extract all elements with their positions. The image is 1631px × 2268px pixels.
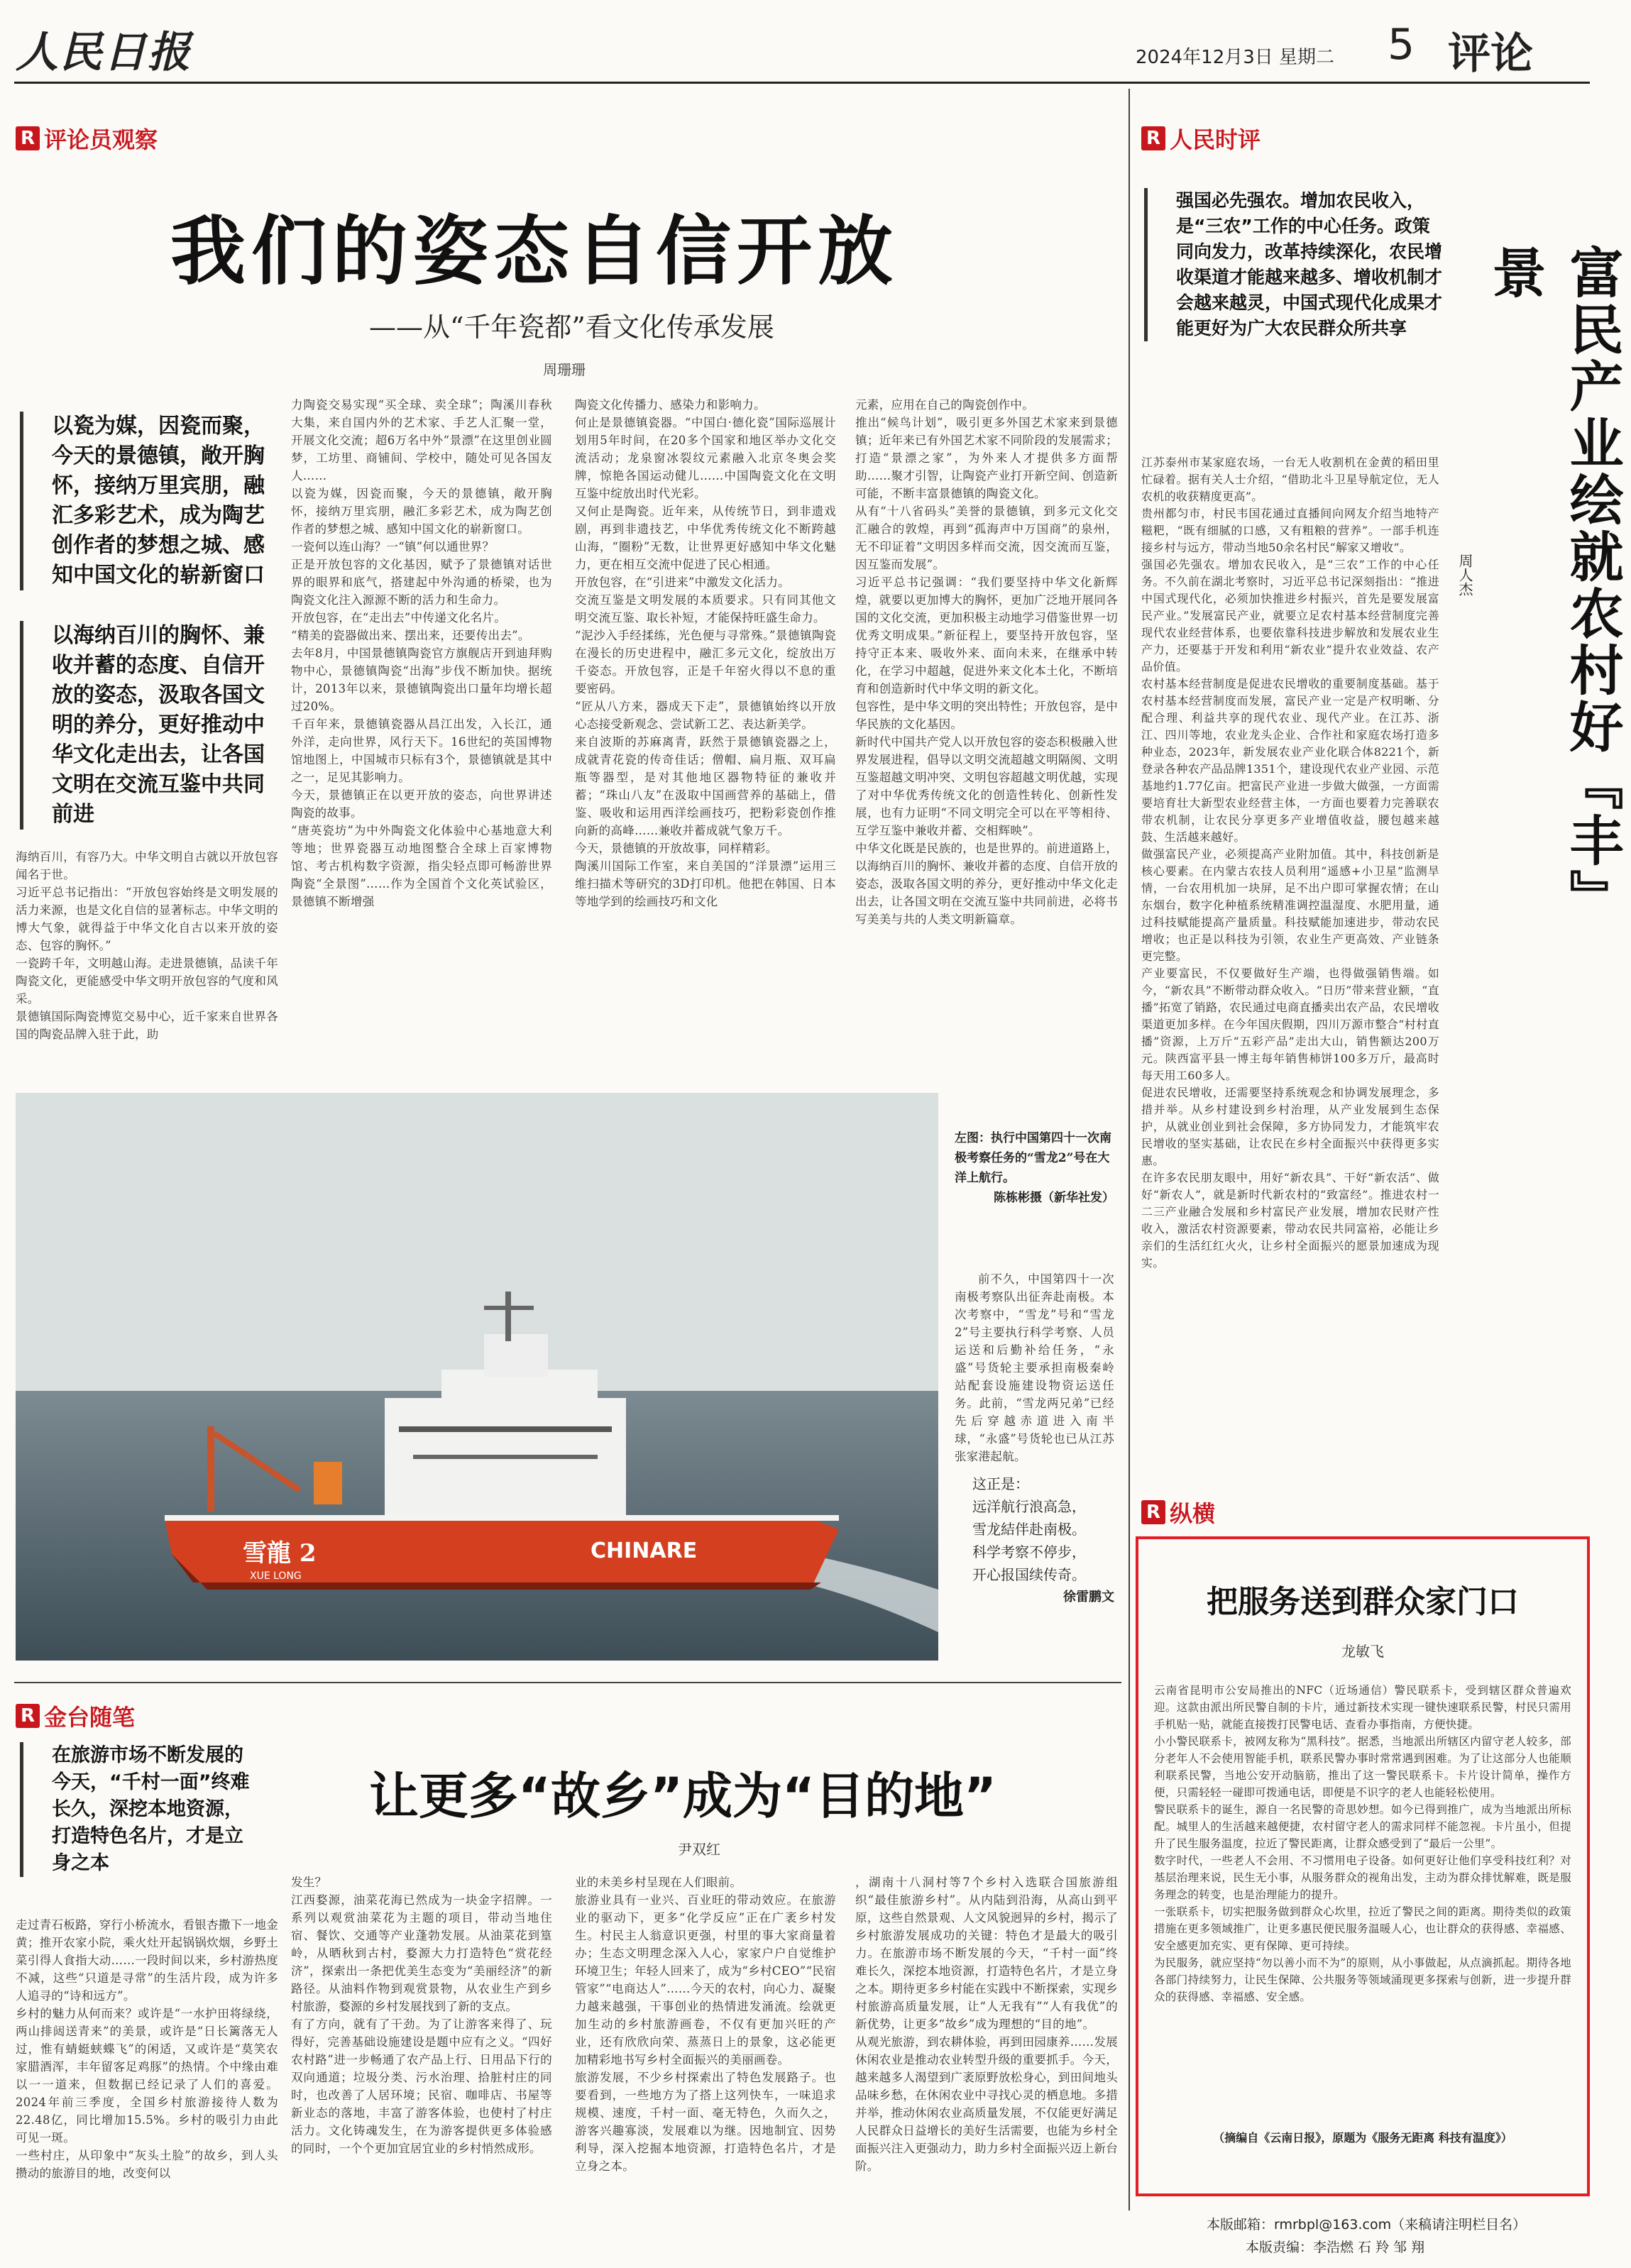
article-column-4 [855,396,1118,1084]
pull-quote-text: 在旅游市场不断发展的今天，“千村一面”终难长久，深挖本地资源，打造特色名片，才是立身之本 [52,1744,250,1874]
article-column-3 [575,1873,836,2207]
footer-email: 本版邮箱：rmrbpl@163.com（来稿请注明栏目名） [1207,2217,1527,2233]
icebreaker-illustration [16,1093,938,1661]
article-column-1 [16,1916,278,2207]
ship-photo [16,1093,938,1661]
caption-text: 左图：执行中国第四十一次南极考察任务的“雪龙2”号在大洋上航行。 [955,1131,1111,1185]
section-rule [14,1682,1121,1683]
column-text: 元素，应用在自己的陶瓷创作中。 推出“候鸟计划”，吸引更多外国艺术家来到景德镇；近年来已有外国艺术家不同阶段的发展需求；打造“景漂之家”，为外来人才提供多方面帮助……聚才引智，让陶瓷产业打开新空间、创造新可能，不断丰富景德镇的陶瓷文化。 从有“十八省码头”美誉的景德镇，到多元文化交汇融合的敦煌，再到“孤海声中万国商”的泉州，无不印证着“文明因多样而交流，因交流而互鉴，因互鉴而发展”。 习近平总书记强调：“我们要坚持中华文化新辉煌，就要以更加博大的胸怀，更加广泛地开展同各国的文化交流，更加积极主动地学习借鉴世界一切优秀文明成果。”新征程上，要坚持开放包容，坚持守正本来、吸收外来、面向未来，在继承中转化，在学习中超越，促进外来文化本土化，不断培育和创造新时代中华文明的新文化。 包容性，是中华文明的突出特性；开放包容，是中华民族的文化基因。 新时代中国共产党人以开放包容的姿态积极融入世界发展进程，倡导以文明交流超越文明隔阂、文明互鉴超越文明冲突、文明包容超越文明优越，实现了对中华优秀传统文化的创造性转化、创新性发展，也有力证明“不同文明完全可以在平等相待、互学互鉴中兼收并蓄、交相辉映”。 中华文化既是民族的，也是世界的。前进道路上，以海纳百川的胸怀、兼收并蓄的态度、自信开放的姿态，汲取各国文明的养分，更好推动中华文化走出去，让各国文明在交流互鉴中共同前进，必将书写美美与共的人类文明新篇章。 [855,398,1118,926]
article-byline: 周珊珊 [543,361,586,378]
section-r-icon: R [16,1704,40,1728]
ship-name-chinese: 雪龍 2 [243,1539,317,1568]
article-headline: 我们的姿态自信开放 [170,208,899,295]
article-byline: 尹双红 [678,1841,720,1858]
article-column-2 [291,396,552,1084]
article-column-2 [291,1873,552,2207]
section-tag-people-commentary [1141,122,1261,155]
vertical-headline: 富民产业绘就农村好『丰』景 [1483,245,1624,926]
column-text: 发生？ 江西婺源，油菜花海已然成为一块金字招牌。一系列以观赏油菜花为主题的项目，带动当地住宿、餐饮、交通等产业蓬勃发展。从油菜花到篁岭，从晒秋到古村，婺源大力打造特色“赏花经济”，探索出一条把优美生态变为“美丽经济”的新路径。从油料作物到观赏景物，从农业生产到乡村旅游，婺源的乡村发展找到了新的支点。 有了方向，就有了干劲。为了让游客来得了、玩得好，完善基础设施建设是题中应有之义。“四好农村路”进一步畅通了农产品上行、日用品下行的双向通道；垃圾分类、污水治理、拾脏村庄的同时，也改善了人居环境；民宿、咖啡店、书屋等新业态的落地，丰富了游客体验，也使村了村庄活力。文化铸魂发生，在为游客提供更多体验感的同时，一个个更加宜居宜业的乡村悄然成形。 [291,1876,552,2155]
section-tag-jintai [16,1700,135,1732]
pull-quote [20,412,275,590]
box-body [1154,1682,1571,2122]
article-column-4 [855,1873,1118,2207]
issue-date: 2024年12月3日 星期二 [1136,47,1335,68]
section-label: 人民时评 [1170,126,1261,153]
pull-quote-text: 以海纳百川的胸怀、兼收并蓄的态度、自信开放的姿态，汲取各国文明的养分，更好推动中华文化走出去，让各国文明在交流互鉴中共同前进 [52,623,265,827]
newspaper-logo: 人民日报 [16,28,192,77]
commentary-body [1141,454,1439,1462]
section-r-icon: R [1141,126,1165,150]
box-text: 云南省昆明市公安局推出的NFC（近场通信）警民联系卡，受到辖区群众普遍欢迎。这款由派出所民警自制的卡片，通过新技术实现一键快速联系民警，村民只需用手机贴一贴，就能直接拨打民警电话、查看办事指南，方便快捷。 小小警民联系卡，被网友称为“黑科技”。据悉，当地派出所辖区内留守老人较多，部分老年人不会使用智能手机，联系民警办事时常常遇到困难。为了让这部分人也能顺利联系民警，当地公安开动脑筋，推出了这一警民联系卡。卡片设计简单，操作方便，只需轻轻一碰即可拨通电话，即便是不识字的老人也能轻松使用。 警民联系卡的诞生，源自一名民警的奇思妙想。如今已得到推广，成为当地派出所标配。城里人的生活越来越便捷，农村留守老人的需求同样不能忽视。卡片虽小，但提升了民生服务温度，拉近了警民距离，让群众感受到了“最后一公里”。 数字时代，一些老人不会用、不习惯用电子设备。如何更好让他们享受科技红利？对基层治理来说，民生无小事，从服务群众的视角出发，主动为群众排忧解难，既是服务理念的转变，也是治理能力的提升。 一张联系卡，切实把服务做到群众心坎里，拉近了警民之间的距离。期待类似的政策措施在更多领域推广，让更多惠民便民服务温暖人心，也让群众的获得感、幸福感、安全感更加充实、更有保障、更可持续。 为民服务，就应坚持“勿以善小而不为”的原则，从小事做起，从点滴抓起。期待各地各部门持续努力，让民生保障、公共服务等领域涌现更多探索与创新，进一步提升群众的获得感、幸福感、安全感。 [1154,1684,1571,2003]
article-column-3 [575,396,836,1084]
hull-text: CHINARE [591,1538,698,1563]
column-text: 走过青石板路，穿行小桥流水，看银杏撒下一地金黄；推开农家小院，乘火灶开起锅锅炊烟，乡野土菜引得人食指大动……一段时间以来，乡村游热度不减，这些“只道是寻常”的生活片段，成为许多人追寻的“诗和远方”。 乡村的魅力从何而来？或许是“一水护田将绿绕，两山排闼送青来”的美景，或许是“日长篱落无人过，惟有蜻蜓蛱蝶飞”的闲适，又或许是“莫笑农家腊酒浑，丰年留客足鸡豚”的热情。个中缘由难以一一道来，但数据已经记录了人们的喜爱。2024年前三季度，全国乡村旅游接待人数为22.48亿，同比增加15.5%。乡村的吸引力由此可见一斑。 一些村庄，从印象中“灰头土脸”的故乡，到人头攒动的旅游目的地，改变何以 [16,1918,278,2180]
article-column-1 [16,848,278,1082]
photo-caption [955,1128,1114,1208]
poem-line: 远洋航行浪高急， [972,1498,1086,1515]
page-name: 评论 [1448,29,1533,79]
photo-news-text [955,1270,1114,1465]
poem-intro: 这正是： [972,1475,1029,1492]
section-r-icon: R [16,126,40,150]
box-byline: 龙敏飞 [1341,1643,1384,1660]
article-subtitle: ——从“千年瓷都”看文化传承发展 [369,312,774,343]
ship-name-latin: XUE LONG [250,1570,302,1582]
column-text: 业的未美乡村呈现在人们眼前。 旅游业具有一业兴、百业旺的带动效应。在旅游业的驱动下，更多“化学反应”正在广袤乡村发生。村民主人翁意识更强，村里的事大家商量着办；生态文明理念深入人心，家家户户自觉维护环境卫生；年轻人回来了，成为“乡村CEO”“民宿管家”“电商达人”……今天的农村，向心力、凝聚力越来越强，干事创业的热情进发涌流。绘就更加生动的乡村旅游画卷，不仅有更加兴旺的产业，还有欣欣向荣、蒸蒸日上的景象，这必能更加精彩地书写乡村全面振兴的美丽画卷。 旅游发展，不少乡村探索出了特色发展路子。也要看到，一些地方为了搭上这列快车，一味追求规模、速度，千村一面、毫无特色，久而久之，游客兴趣寡淡，发展难以为继。因地制宜、因势利导，深入挖掘本地资源，打造特色名片，才是立身之本。 [575,1876,836,2173]
news-paragraph: 前不久，中国第四十一次南极考察队出征奔赴南极。本次考察中，“雪龙”号和“雪龙2”号主要执行科学考察、人员运送和后勤补给任务，“永盛”号货轮主要承担南极秦岭站配套设施建设物资运送任务。此前，“雪龙两兄弟”已经先后穿越赤道进入南半球，“永盛”号货轮也已从江苏张家港起航。 [955,1272,1114,1463]
column-text: 力陶瓷交易实现“买全球、卖全球”；陶溪川春秋大集，来自国内外的艺术家、手艺人汇聚一堂，开展文化交流；超6万名中外“景漂”在这里创业圆梦，工坊里、商铺间、学校中，随处可见各国友人…… 以瓷为媒，因瓷而聚，今天的景德镇，敞开胸怀，接纳万里宾朋，融汇多彩艺术，成为陶艺创作者的梦想之城、感知中国文化的崭新窗口。 一瓷何以连山海？一“镇”何以通世界？ 正是开放包容的文化基因，赋予了景德镇对话世界的眼界和底气，搭建起中外沟通的桥梁，也为陶瓷文化注入源源不断的活力和生命力。 开放包容，在“走出去”中传递文化名片。 “精美的瓷器做出来、摆出来，还要传出去”。 去年8月，中国景德镇陶瓷官方旗舰店开到迪拜购物中心，景德镇陶瓷“出海”步伐不断加快。据统计，2013年以来，景德镇陶瓷出口量年均增长超过20%。 千百年来，景德镇瓷器从昌江出发，入长江，通外洋，走向世界，风行天下。16世纪的英国博物馆地图上，中国城市只标有3个，景德镇就是其中之一，足见其影响力。 今天，景德镇正在以更开放的姿态，向世界讲述陶瓷的故事。 “唐英瓷坊”为中外陶瓷文化体验中心基地意大利等地；世界瓷器互动地图整合全球上百家博物馆、考古机构数字资源，指尖轻点即可畅游世界陶瓷“全景图”……作为全国首个文化英试验区，景德镇不断增强 [291,398,552,908]
poem-line: 科学考察不停步， [972,1543,1086,1560]
section-label: 金台随笔 [44,1704,136,1731]
masthead-rule [14,82,1590,84]
column-text: 海纳百川，有容乃大。中华文明自古就以开放包容闻名于世。 习近平总书记指出：“开放包容始终是文明发展的活力来源，也是文化自信的显著标志。中华文明的博大气象，就得益于中华文化自古以来开放的姿态、包容的胸怀。” 一瓷跨千年，文明越山海。走进景德镇，品读千年陶瓷文化，更能感受中华文明开放包容的气度和风采。 景德镇国际陶瓷博览交易中心，近千家来自世界各国的陶瓷品牌入驻于此，助 [16,850,278,1041]
caption-credit: 陈栋彬摄（新华社发） [994,1191,1114,1205]
section-label: 纵横 [1170,1500,1216,1527]
section-tag-commentator [16,122,158,155]
article-headline: 让更多“故乡”成为“目的地” [369,1767,997,1825]
footer-editors: 本版责编：李浩燃 石 羚 邹 翔 [1246,2240,1425,2255]
page-number: 5 [1388,20,1415,70]
box-source: （摘编自《云南日报》，原题为《服务无距离 科技有温度》） [1213,2131,1512,2145]
highlight-box [1136,1536,1590,2196]
poem-author: 徐雷鹏文 [1063,1590,1114,1604]
box-headline: 把服务送到群众家门口 [1207,1584,1519,1620]
column-divider [1128,89,1130,2211]
commentary-author: 周人杰 [1456,554,1473,596]
poem-block [972,1472,1114,1609]
poem-line: 雪龙結伴赴南极。 [972,1521,1086,1538]
commentary-text: 江苏泰州市某家庭农场，一台无人收割机在金黄的稻田里忙碌着。据有关人士介绍，“借助北斗卫星导航定位，无人农机的收获精度更高”。 贵州都匀市，村民韦国花通过直播间向网友介绍当地特产糍粑，“既有细腻的口感，又有粗粮的营养”。一部手机连接乡村与远方，带动当地50余名村民“解家又增收”。 强国必先强农。增加农民收入，是“三农”工作的中心任务。不久前在湖北考察时，习近平总书记深刻指出：“推进中国式现代化，必须加快推进乡村振兴，首先是要发展富民产业。”发展富民产业，就要立足农村基本经营制度完善现代农业经营体系，也要依靠科技进步解放和发展农业生产力，还要基于开发和利用“新农业”提升农业效益、农产品价值。 农村基本经营制度是促进农民增收的重要制度基础。基于农村基本经营制度而发展，富民产业一定是产权明晰、分配合理、利益共享的现代农业、现代产业。在江苏、浙江、四川等地，农业龙头企业、合作社和家庭农场打造多种业态，2023年，新发展农业产业化联合体8221个，新登录各种农产品品牌1351个，建设现代农业产业园、示范基地约1.77亿亩。把富民产业进一步做大做强，一方面需要培育壮大新型农业经营主体，一方面也要着力完善联农带农机制，让农民分享更多产业增值收益，腰包越来越鼓、生活越来越好。 做强富民产业，必须提高产业附加值。其中，科技创新是核心要素。在内蒙古农技人员利用“遥感+小卫星”监测旱情，一台农用机加一块屏，足不出户即可掌握农情；在山东烟台，数字化种植系统精准调控温湿度、水肥用量，通过科技赋能提高产量质量。科技赋能加速进步，带动农民增收；也正是以科技为引领，农业生产更高效、产业链条更完整。 产业要富民，不仅要做好生产端，也得做强销售端。如今，“新农具”不断带动群众收入。“日历”带来营业额，“直播”拓宽了销路，农民通过电商直播卖出农产品，农民增收渠道更加多样。在今年国庆假期，四川万源市整合“村村直播”资源，上万斤“五彩产品”走出大山，销售额达200万元。陕西富平县一博主每年销售柿饼100多万斤，最高时每天用工60多人。 促进农民增收，还需要坚持系统观念和协调发展理念，多措并举。从乡村建设到乡村治理，从产业发展到生态保护，从就业创业到社会保障，多方协同发力，才能筑牢农民增收的坚实基础，让农民在乡村全面振兴中获得更多实惠。 在许多农民朋友眼中，用好“新农具”、干好“新农活”、做好“新农人”，就是新时代新农村的“致富经”。推进农村一二三产业融合发展和乡村富民产业发展，增加农民财产性收入，激活农村资源要素，带动农民共同富裕，必能让乡亲们的生活红红火火，让乡村全面振兴的愿景加速成为现实。 [1141,456,1439,1270]
pull-quote [20,621,275,830]
column-text: ，湖南十八洞村等7个乡村入选联合国旅游组织“最佳旅游乡村”。从内陆到沿海，从高山到平原，这些自然景观、人文风貌迥异的乡村，揭示了乡村旅游发展成功的关键：特色才是最大的吸引力。在旅游市场不断发展的今天，“千村一面”终难长久，深挖本地资源，打造特色名片，才是立身之本。期待更多乡村能在实践中不断探索，实现乡村旅游高质量发展，让“人无我有”“人有我优”的新优势，让更多“故乡”成为理想的“目的地”。 从观光旅游，到农耕体验，再到田园康养……发展休闲农业是推动农业转型升级的重要抓手。今天，越来越多人渴望到广袤原野放松身心，到田间地头品味乡愁，在休闲农业中寻找心灵的栖息地。多措并举，推动休闲农业高质量发展，不仅能更好满足人民群众日益增长的美好生活需要，也能为乡村全面振兴注入更强动力，助力乡村全面振兴迈上新台阶。 [855,1876,1118,2173]
pull-quote [20,1742,254,1877]
section-r-icon: R [1141,1500,1165,1524]
commentary-lead [1144,188,1442,341]
section-label: 评论员观察 [44,126,158,153]
pull-quote-text: 以瓷为媒，因瓷而聚，今天的景德镇，敞开胸怀，接纳万里宾朋，融汇多彩艺术，成为陶艺创作者的梦想之城、感知中国文化的崭新窗口 [52,414,265,588]
column-text: 陶瓷文化传播力、感染力和影响力。 何止是景德镇瓷器。“中国白·德化瓷”国际巡展计划用5年时间，在20多个国家和地区举办文化交流活动；龙泉窗冰裂纹元素融入北京冬奥会奖牌，惊艳各国运动健儿……中国陶瓷文化在文明互鉴中绽放出时代光彩。 又何止是陶瓷。近年来，从传统节日，到非遗戏剧，再到非遗技艺，中华优秀传统文化不断跨越山海，“圈粉”无数，让世界更好感知中华文化魅力，更在相互交流中促进了民心相通。 开放包容，在“引进来”中激发文化活力。 交流互鉴是文明发展的本质要求。只有同其他文明交流互鉴、取长补短，才能保持旺盛生命力。 “泥沙入手经揉练，光色便与寻常殊。”景德镇陶瓷在漫长的历史进程中，融汇多元文化，绽放出万千姿态。开放包容，正是千年窑火得以不息的重要密码。 “匠从八方来，器成天下走”，景德镇始终以开放心态接受新观念、尝试新工艺、表达新美学。 来自波斯的苏麻离青，跃然于景德镇瓷器之上，成就青花瓷的传奇佳话；僧帽、扁月瓶、双耳扁瓶等器型，是对其他地区器物特征的兼收并蓄；“珠山八友”在汲取中国画营养的基础上，借鉴、吸收和运用西洋绘画技巧，把粉彩瓷创作推向新的高峰……兼收并蓄成就气象万千。 今天，景德镇的开放故事，同样精彩。 陶溪川国际工作室，来自美国的“洋景漂”运用三维扫描术等研究的3D打印机。他把在韩国、日本等地学到的绘画技巧和文化 [575,398,836,908]
lead-text: 强国必先强农。增加农民收入，是“三农”工作的中心任务。政策同向发力，改革持续深化，农民增收渠道才能越来越多、增收机制才会越来越灵，中国式现代化成果才能更好为广大农民群众所共享 [1176,190,1443,338]
poem-line: 开心报国续传奇。 [972,1566,1086,1583]
section-tag-zongheng [1141,1496,1215,1529]
